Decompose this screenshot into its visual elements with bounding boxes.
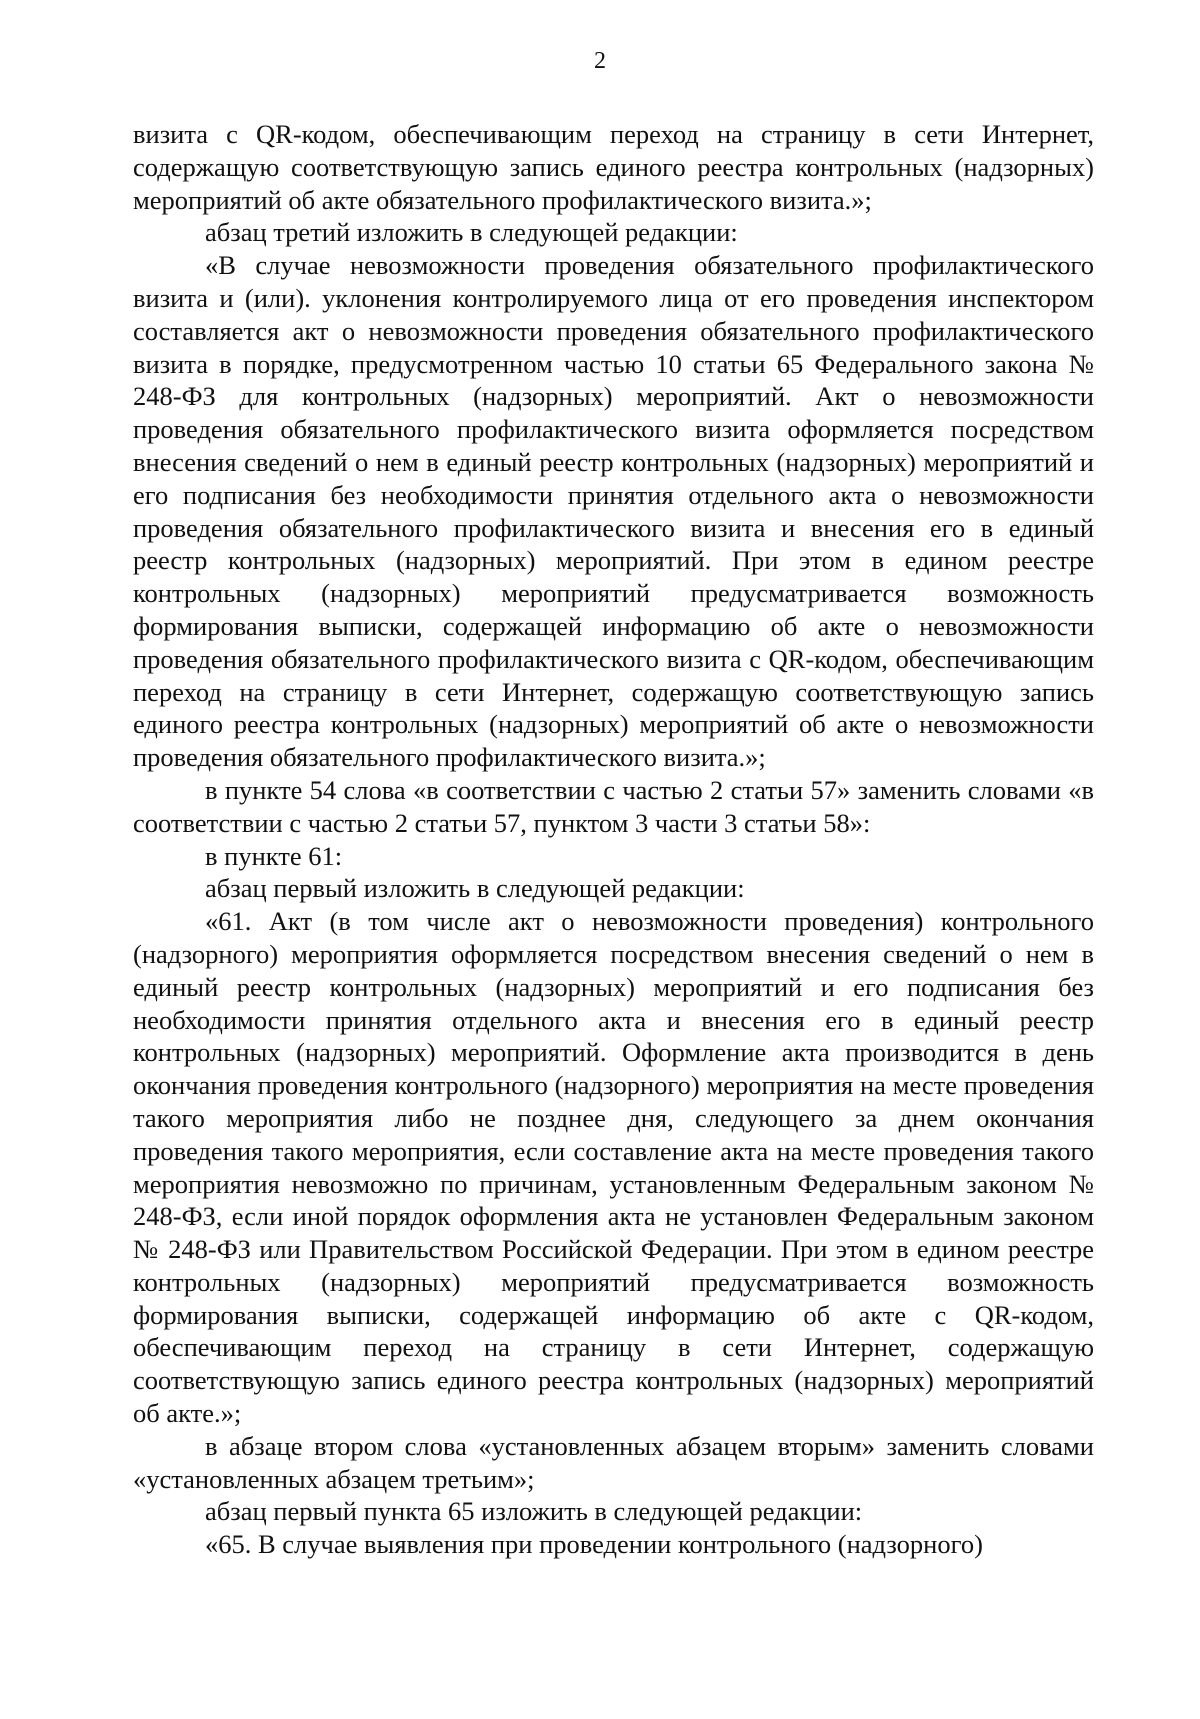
paragraph-2: абзац третий изложить в следующей редакции: (205, 217, 738, 248)
page-number: 2 (594, 48, 606, 74)
paragraph-1: визита с QR-кодом, обеспечивающим переход на страницу в сети Интернет, содержащую соответствующую запись единого реестра контрольных (надзорных) мероприятий об акте обязательного профилактического визита.»; (133, 119, 1094, 215)
paragraph-4: в пункте 54 слова «в соответствии с частью 2 статьи 57» заменить словами «в соответствии с частью 2 статьи 57, пунктом 3 части 3 статьи 58»: (133, 774, 1094, 838)
paragraph-6: абзац первый изложить в следующей редакции: (205, 873, 745, 904)
document-body (133, 118, 1094, 1561)
paragraph-8: в абзаце втором слова «установленных абзацем вторым» заменить словами «установленных абзацем третьим»; (133, 1430, 1094, 1494)
paragraph-5: в пункте 61: (205, 840, 343, 871)
paragraph-10: «65. В случае выявления при проведении контрольного (надзорного) (205, 1529, 983, 1560)
paragraph-9: абзац первый пункта 65 изложить в следующей редакции: (205, 1496, 863, 1527)
paragraph-7: «61. Акт (в том числе акт о невозможности проведения) контрольного (надзорного) мероприятия оформляется посредством внесения сведений о нем в единый реестр контрольных (надзорных) мероприятий и его подписания без необходимости принятия отдельного акта и внесения его в единый реестр контрольных (надзорных) мероприятий. Оформление акта производится в день окончания проведения контрольного (надзорного) мероприятия на месте проведения такого мероприятия либо не позднее дня, следующего за днем окончания проведения такого мероприятия, если составление акта на месте проведения такого мероприятия невозможно по причинам, установленным Федеральным законом № 248-ФЗ, если иной порядок оформления акта не установлен Федеральным законом № 248-ФЗ или Правительством Российской Федерации. При этом в едином реестре контрольных (надзорных) мероприятий предусматривается возможность формирования выписки, содержащей информацию об акте с QR-кодом, обеспечивающим переход на страницу в сети Интернет, содержащую соответствующую запись единого реестра контрольных (надзорных) мероприятий об акте.»; (133, 906, 1094, 1429)
paragraph-3: «В случае невозможности проведения обязательного профилактического визита и (или). уклонения контролируемого лица от его проведения инспектором составляется акт о невозможности проведения обязательного профилактического визита в порядке, предусмотренном частью 10 статьи 65 Федерального закона № 248-ФЗ для контрольных (надзорных) мероприятий. Акт о невозможности проведения обязательного профилактического визита оформляется посредством внесения сведений о нем в единый реестр контрольных (надзорных) мероприятий и его подписания без необходимости принятия отдельного акта о невозможности проведения обязательного профилактического визита и внесения его в единый реестр контрольных (надзорных) мероприятий. При этом в едином реестре контрольных (надзорных) мероприятий предусматривается возможность формирования выписки, содержащей информацию об акте о невозможности проведения обязательного профилактического визита с QR-кодом, обеспечивающим переход на страницу в сети Интернет, содержащую соответствующую запись единого реестра контрольных (надзорных) мероприятий об акте о невозможности проведения обязательного профилактического визита.»; (133, 250, 1094, 773)
